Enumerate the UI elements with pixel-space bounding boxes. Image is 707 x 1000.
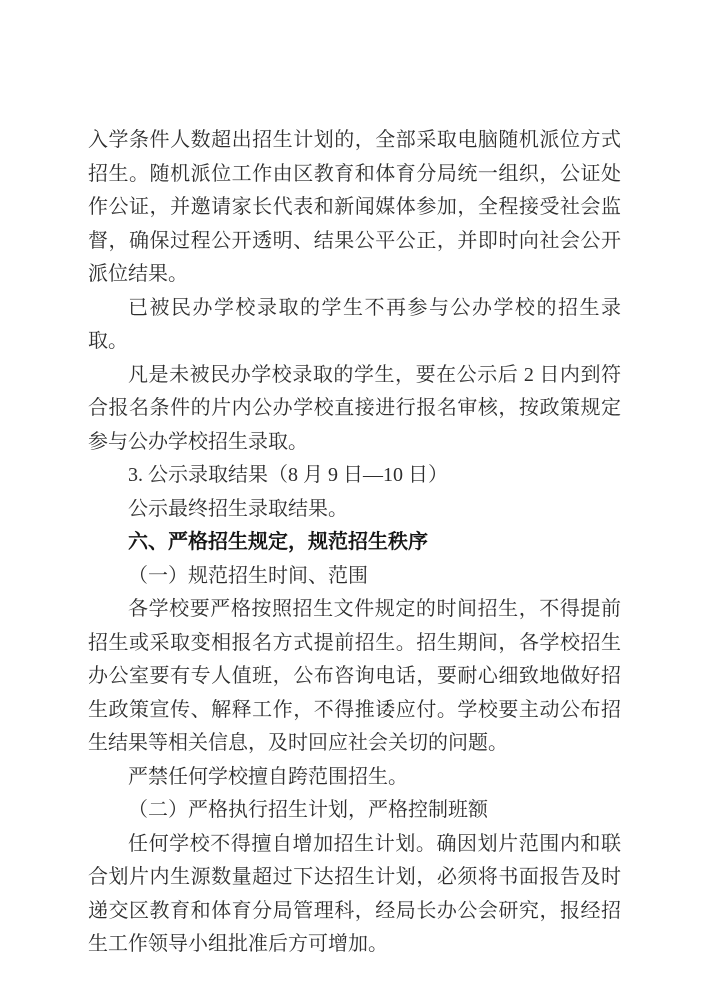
body-paragraph: 已被民办学校录取的学生不再参与公办学校的招生录取。 xyxy=(88,296,621,352)
body-paragraph: 严禁任何学校擅自跨范围招生。 xyxy=(128,765,408,788)
document-text-block xyxy=(88,124,621,962)
subsection-heading: （二）严格执行招生计划，严格控制班额 xyxy=(128,799,488,821)
numbered-item-paragraph: 3. 公示录取结果（8 月 9 日—10 日） xyxy=(128,464,448,486)
body-paragraph: 各学校要严格按照招生文件规定的时间招生，不得提前招生或采取变相报名方式提前招生。招生期间，各学校招生办公室要有专人值班，公布咨询电话，要耐心细致地做好招生政策宣传、解释工作，不得推诿应付。学校要主动公布招生结果等相关信息，及时回应社会关切的问题。 xyxy=(88,598,621,754)
subsection-heading: （一）规范招生时间、范围 xyxy=(128,564,368,587)
body-paragraph: 入学条件人数超出招生计划的，全部采取电脑随机派位方式招生。随机派位工作由区教育和体育分局统一组织，公证处作公证，并邀请家长代表和新闻媒体参加，全程接受社会监督，确保过程公开透明、结果公平公正，并即时向社会公开派位结果。 xyxy=(88,129,621,285)
section-heading: 六、严格招生规定，规范招生秩序 xyxy=(128,531,428,553)
body-paragraph: 任何学校不得擅自增加招生计划。确因划片范围内和联合划片内生源数量超过下达招生计划，必须将书面报告及时递交区教育和体育分局管理科，经局长办公会研究，报经招生工作领导小组批准后方可增加。 xyxy=(88,832,621,955)
body-paragraph: 凡是未被民办学校录取的学生，要在公示后 2 日内到符合报名条件的片内公办学校直接进行报名审核，按政策规定参与公办学校招生录取。 xyxy=(88,363,621,453)
body-paragraph: 公示最终招生录取结果。 xyxy=(128,497,348,520)
